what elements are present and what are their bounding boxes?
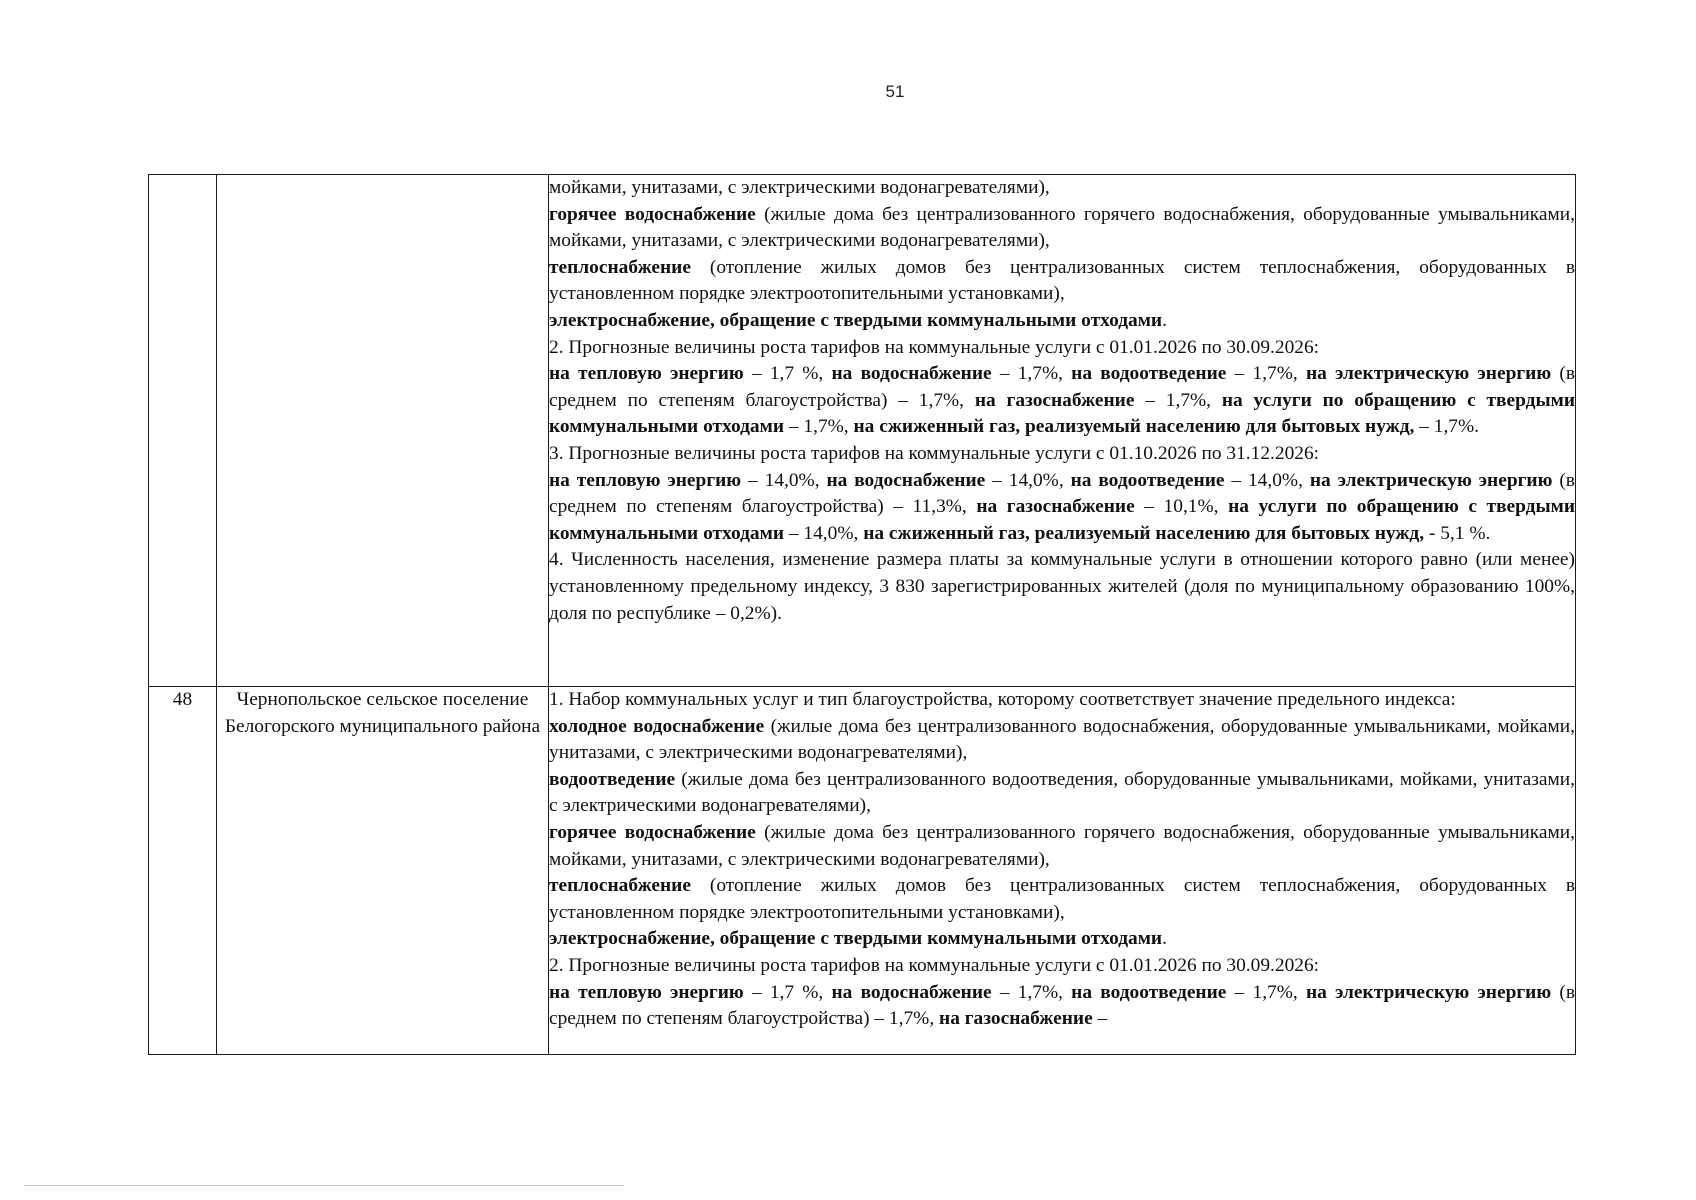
bold-text-run: на газоснабжение bbox=[974, 389, 1135, 411]
municipality-name bbox=[217, 175, 549, 687]
bold-text-run: холодное водоснабжение bbox=[549, 715, 765, 737]
text-run: (отопление жилых домов без централизованных систем теплоснабжения, оборудованных в установленном порядке электроотопительными установками), bbox=[549, 875, 1575, 923]
content-paragraph bbox=[549, 335, 1575, 362]
content-paragraph bbox=[549, 926, 1575, 953]
text-run: мойками, унитазами, с электрическими водонагревателями), bbox=[549, 177, 1050, 198]
text-run: – 1,7 %, bbox=[743, 981, 832, 1003]
text-run: (жилые дома без централизованного водоотведения, оборудованные умывальниками, мойками, унитазами, с электрическими водонагревателями), bbox=[549, 768, 1575, 817]
content-paragraph bbox=[549, 255, 1575, 308]
text-run: – 1,7%, bbox=[991, 363, 1072, 385]
bold-text-run: на водоснабжение bbox=[831, 981, 992, 1003]
text-run: (в среднем по степеням благоустройства) – 1,7%, bbox=[549, 981, 1575, 1030]
text-run: 4. Численность населения, изменение размера платы за коммунальные услуги в отношении которого равно (или менее) установленному предельному индексу, 3 830 зарегистрированных жителей (доля по муниципальному образованию 100%, доля по республике – 0,2%). bbox=[549, 549, 1575, 624]
bold-text-run: на тепловую энергию bbox=[549, 363, 744, 385]
text-run: 2. Прогнозные величины роста тарифов на коммунальные услуги с 01.01.2026 по 30.09.2026: bbox=[549, 954, 1320, 976]
bold-text-run: на электрическую энергию bbox=[1305, 981, 1552, 1003]
text-run: – 10,1%, bbox=[1134, 496, 1229, 518]
text-run: 2. Прогнозные величины роста тарифов на коммунальные услуги с 01.01.2026 по 30.09.2026: bbox=[549, 336, 1320, 358]
bold-text-run: на тепловую энергию bbox=[549, 981, 744, 1003]
text-run: – 14,0%, bbox=[784, 522, 864, 544]
text-run: - 5,1 %. bbox=[1424, 522, 1491, 544]
scan-artifact-line bbox=[24, 1185, 624, 1186]
text-run: – bbox=[1092, 1008, 1108, 1030]
bold-text-run: на водоснабжение bbox=[826, 469, 986, 491]
text-run: 3. Прогнозные величины роста тарифов на коммунальные услуги с 01.10.2026 по 31.12.2026: bbox=[549, 442, 1320, 464]
page-number: 51 bbox=[885, 82, 905, 101]
table-row bbox=[149, 175, 1576, 687]
bold-text-run: на сжиженный газ, реализуемый населению для бытовых нужд, bbox=[853, 416, 1415, 438]
text-run: (в среднем по степеням благоустройства) – 1,7%, bbox=[549, 363, 1575, 411]
content-paragraph bbox=[549, 687, 1575, 714]
content-paragraph bbox=[549, 468, 1575, 548]
text-run: (жилые дома без централизованного горячего водоснабжения, оборудованные умывальниками, мойками, унитазами, с электрическими водонагревателями), bbox=[549, 821, 1576, 870]
text-run: (жилые дома без централизованного водоснабжения, оборудованные умывальниками, мойками, унитазами, с электрическими водонагревателями), bbox=[549, 715, 1575, 764]
text-run: – 1,7%, bbox=[1226, 981, 1306, 1003]
text-run: . bbox=[1162, 928, 1167, 950]
content-paragraph bbox=[549, 980, 1575, 1033]
bold-text-run: электроснабжение, обращение с твердыми коммунальными отходами bbox=[549, 928, 1163, 950]
content-paragraph bbox=[549, 361, 1575, 441]
bold-text-run: на водоотведение bbox=[1071, 981, 1227, 1003]
text-run: – 14,0%, bbox=[985, 469, 1071, 491]
bold-text-run: на электрическую энергию bbox=[1305, 363, 1552, 385]
text-run: – 1,7%, bbox=[991, 981, 1072, 1003]
row-content bbox=[549, 687, 1576, 1055]
content-paragraph bbox=[549, 175, 1575, 202]
text-run: – 14,0%, bbox=[1224, 469, 1310, 491]
content-paragraph bbox=[549, 767, 1575, 820]
tariff-table-body bbox=[149, 175, 1576, 1055]
tariff-table bbox=[148, 174, 1576, 1055]
content-paragraph bbox=[549, 873, 1575, 926]
content-paragraph bbox=[549, 714, 1575, 767]
table-row bbox=[149, 687, 1576, 1055]
text-run: – 1,7%. bbox=[1414, 416, 1480, 438]
bold-text-run: на водоснабжение bbox=[831, 363, 992, 385]
row-content bbox=[549, 175, 1576, 687]
bold-text-run: на сжиженный газ, реализуемый населению для бытовых нужд, bbox=[863, 522, 1425, 544]
bold-text-run: на газоснабжение bbox=[939, 1008, 1093, 1030]
bold-text-run: на услуги по обращению с твердыми коммунальными отходами bbox=[549, 389, 1575, 438]
content-paragraph bbox=[549, 820, 1575, 873]
content-paragraph bbox=[549, 441, 1575, 468]
bold-text-run: водоотведение bbox=[549, 768, 676, 790]
text-run: 1. Набор коммунальных услуг и тип благоустройства, которому соответствует значение предельного индекса: bbox=[549, 689, 1456, 710]
bold-text-run: теплоснабжение bbox=[549, 875, 691, 897]
row-number: 48 bbox=[149, 687, 217, 1055]
bold-text-run: теплоснабжение bbox=[549, 256, 691, 278]
content-paragraph bbox=[549, 547, 1575, 627]
text-run: (в среднем по степеням благоустройства) – 11,3%, bbox=[549, 469, 1575, 518]
bold-text-run: на водоотведение bbox=[1071, 363, 1227, 385]
content-paragraph bbox=[549, 308, 1575, 335]
content-paragraph bbox=[549, 202, 1575, 255]
bold-text-run: на газоснабжение bbox=[976, 496, 1135, 518]
text-run: – 1,7 %, bbox=[743, 363, 832, 385]
text-run: – 14,0%, bbox=[741, 469, 827, 491]
content-paragraph bbox=[549, 953, 1575, 980]
text-run: – 1,7%, bbox=[1134, 389, 1222, 411]
bold-text-run: горячее водоснабжение bbox=[549, 821, 756, 843]
text-run: (жилые дома без централизованного горячего водоснабжения, оборудованные умывальниками, мойками, унитазами, с электрическими водонагревателями), bbox=[549, 203, 1576, 252]
row-number bbox=[149, 175, 217, 687]
bold-text-run: на электрическую энергию bbox=[1309, 469, 1553, 491]
municipality-name: Чернопольское сельское поселение Белогорского муниципального района bbox=[217, 687, 549, 1055]
text-run: – 1,7%, bbox=[784, 416, 854, 438]
bold-text-run: на водоотведение bbox=[1070, 469, 1225, 491]
text-run: . bbox=[1162, 309, 1167, 331]
text-run: (отопление жилых домов без централизованных систем теплоснабжения, оборудованных в установленном порядке электроотопительными установками), bbox=[549, 256, 1575, 305]
bold-text-run: электроснабжение, обращение с твердыми коммунальными отходами bbox=[549, 309, 1163, 331]
bold-text-run: горячее водоснабжение bbox=[549, 203, 756, 225]
bold-text-run: на услуги по обращению с твердыми коммунальными отходами bbox=[549, 496, 1576, 544]
text-run: – 1,7%, bbox=[1226, 363, 1306, 385]
bold-text-run: на тепловую энергию bbox=[549, 469, 742, 491]
